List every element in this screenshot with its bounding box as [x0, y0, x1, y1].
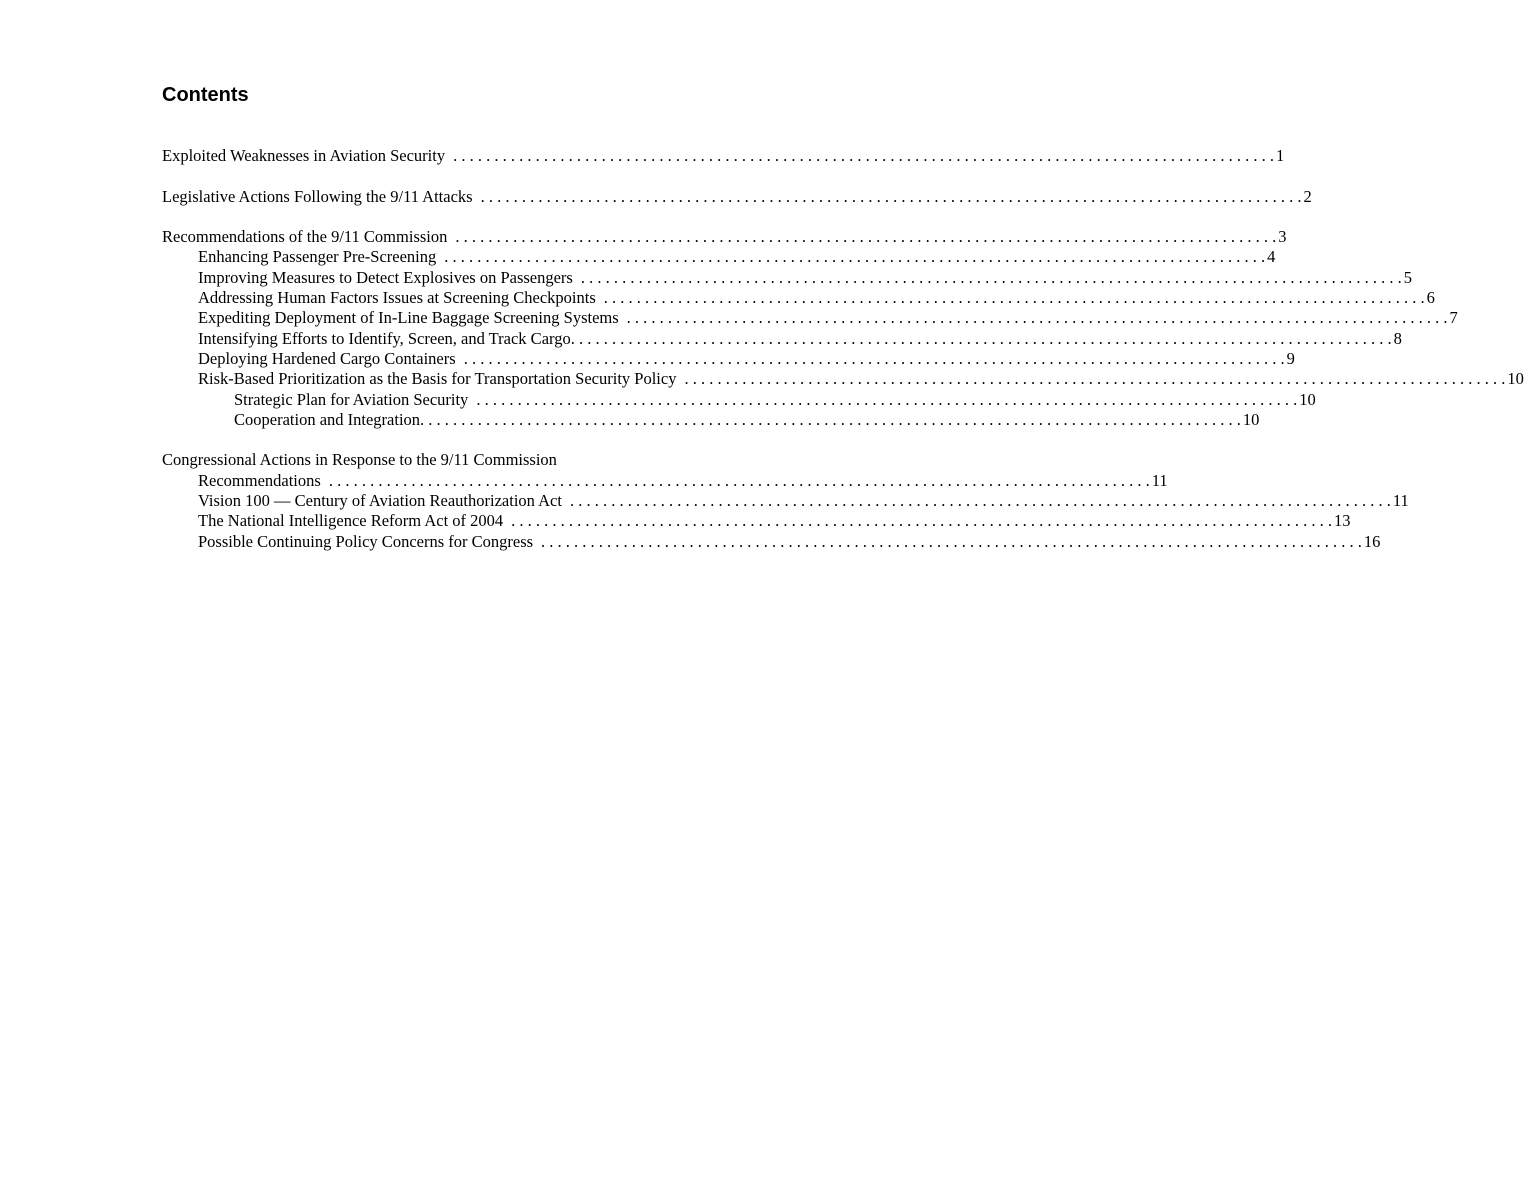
toc-entry-detect-explosives[interactable] [162, 267, 1412, 288]
toc-page-number: 7 [1449, 308, 1458, 328]
toc-page-number: 4 [1267, 247, 1276, 267]
dot-leader: . . . . . . . . . . . . . . . . . . . . . . . . . . . . . . . . . . . . . . . . . . . . . . . . . . . . . . . . . . . . . . . . . . . . . . . . . . . . . . . . . . . . . . . . . . . . . . . . . . . . [684, 369, 1506, 389]
toc-entry-label: Cooperation and Integration [234, 409, 421, 429]
dot-leader: . . . . . . . . . . . . . . . . . . . . . . . . . . . . . . . . . . . . . . . . . . . . . . . . . . . . . . . . . . . . . . . . . . . . . . . . . . . . . . . . . . . . . . . . . . . . . . . . . . . . [626, 308, 1448, 328]
toc-entry-policy-concerns[interactable] [162, 531, 1381, 552]
toc-entry-cooperation-integration[interactable] [162, 409, 1260, 430]
toc-entry-label: Expediting Deployment of In-Line Baggage Screening Systems [198, 308, 619, 328]
toc-entry-label: Recommendations of the 9/11 Commission [162, 227, 448, 247]
toc-page-number: 9 [1286, 348, 1295, 368]
toc-entry-label: Deploying Hardened Cargo Containers [198, 348, 456, 368]
toc-page-number: 16 [1363, 531, 1381, 551]
toc-page-number: 10 [1299, 389, 1316, 409]
toc-entry-label: Addressing Human Factors Issues at Screening Checkpoints [198, 288, 596, 308]
toc-entry-label: The National Intelligence Reform Act of 2004 [198, 511, 504, 531]
table-of-contents [162, 146, 1524, 552]
toc-entry-intelligence-reform-act[interactable] [162, 511, 1351, 531]
toc-page-number: 8 [1393, 328, 1402, 348]
toc-entry-hardened-cargo-containers[interactable] [162, 348, 1295, 369]
dot-leader: . . . . . . . . . . . . . . . . . . . . . . . . . . . . . . . . . . . . . . . . . . . . . . . . . . . . . . . . . . . . . . . . . . . . . . . . . . . . . . . . . . . . . . . . . . . . . . . . . . . . [511, 511, 1333, 531]
dot-leader: . . . . . . . . . . . . . . . . . . . . . . . . . . . . . . . . . . . . . . . . . . . . . . . . . . . . . . . . . . . . . . . . . . . . . . . . . . . . . . . . . . . . . . . . . . . . . . . . . . . . [603, 288, 1425, 308]
toc-entry-passenger-pre-screening[interactable] [162, 247, 1276, 267]
toc-page-number: 2 [1303, 186, 1312, 206]
toc-page-number: 5 [1403, 267, 1412, 287]
dot-leader: . . . . . . . . . . . . . . . . . . . . . . . . . . . . . . . . . . . . . . . . . . . . . . . . . . . . . . . . . . . . . . . . . . . . . . . . . . . . . . . . . . . . . . . . . . . . . . . . . . . . [444, 247, 1266, 267]
toc-entry-label: Congressional Actions in Response to the 9/11 Commission [162, 450, 557, 470]
dot-leader: . . . . . . . . . . . . . . . . . . . . . . . . . . . . . . . . . . . . . . . . . . . . . . . . . . . . . . . . . . . . . . . . . . . . . . . . . . . . . . . . . . . . . . . . . . . . . . . . . . . . [541, 531, 1362, 551]
toc-entry-label: Vision 100 — Century of Aviation Reauthorization Act [198, 491, 562, 511]
dot-leader: . . . . . . . . . . . . . . . . . . . . . . . . . . . . . . . . . . . . . . . . . . . . . . . . . . . . . . . . . . . . . . . . . . . . . . . . . . . . . . . . . . . . . . . . . . . . . . . . . . . . [476, 389, 1298, 409]
toc-page-number: 1 [1275, 146, 1285, 165]
toc-entry-label: Exploited Weaknesses in Aviation Security [162, 146, 446, 165]
dot-leader: . . . . . . . . . . . . . . . . . . . . . . . . . . . . . . . . . . . . . . . . . . . . . . . . . . . . . . . . . . . . . . . . . . . . . . . . . . . . . . . . . . . . . . . . . . . . . . . . . . . . [420, 409, 1241, 429]
toc-entry-in-line-baggage[interactable] [162, 308, 1458, 328]
toc-entry-track-cargo[interactable] [162, 328, 1402, 349]
toc-entry-label: Enhancing Passenger Pre-Screening [198, 247, 437, 267]
dot-leader: . . . . . . . . . . . . . . . . . . . . . . . . . . . . . . . . . . . . . . . . . . . . . . . . . . . . . . . . . . . . . . . . . . . . . . . . . . . . . . . . . . . . . . . . . . . . . . . . . . . . [453, 146, 1274, 165]
toc-page-number: 11 [1151, 470, 1168, 490]
toc-entry-label: Legislative Actions Following the 9/11 Attacks [162, 186, 473, 206]
toc-entry-label-continuation: Recommendations [198, 470, 321, 490]
toc-page-number: 6 [1426, 288, 1435, 308]
toc-page-number: 11 [1392, 491, 1409, 511]
toc-entry-label: Improving Measures to Detect Explosives on Passengers [198, 267, 573, 287]
dot-leader: . . . . . . . . . . . . . . . . . . . . . . . . . . . . . . . . . . . . . . . . . . . . . . . . . . . . . . . . . . . . . . . . . . . . . . . . . . . . . . . . . . . . . . . . . . . . . . . . . . . . [569, 491, 1391, 511]
dot-leader: . . . . . . . . . . . . . . . . . . . . . . . . . . . . . . . . . . . . . . . . . . . . . . . . . . . . . . . . . . . . . . . . . . . . . . . . . . . . . . . . . . . . . . . . . . . . . . . . . . . . [328, 470, 1150, 490]
toc-entry-exploited-weaknesses[interactable] [162, 146, 1285, 166]
toc-entry-label: Possible Continuing Policy Concerns for Congress [198, 531, 534, 551]
toc-entry-congressional-actions[interactable] [162, 450, 758, 470]
dot-leader: . . . . . . . . . . . . . . . . . . . . . . . . . . . . . . . . . . . . . . . . . . . . . . . . . . . . . . . . . . . . . . . . . . . . . . . . . . . . . . . . . . . . . . . . . . . . . . . . . . . . [580, 267, 1402, 287]
toc-entry-vision-100[interactable] [162, 491, 1409, 511]
toc-entry-human-factors[interactable] [162, 288, 1435, 308]
dot-leader: . . . . . . . . . . . . . . . . . . . . . . . . . . . . . . . . . . . . . . . . . . . . . . . . . . . . . . . . . . . . . . . . . . . . . . . . . . . . . . . . . . . . . . . . . . . . . . . . . . . . [455, 227, 1277, 247]
toc-page-number: 3 [1278, 227, 1287, 247]
toc-entry-recommendations[interactable] [162, 227, 1287, 247]
toc-page-number: 10 [1507, 369, 1524, 389]
dot-leader: . . . . . . . . . . . . . . . . . . . . . . . . . . . . . . . . . . . . . . . . . . . . . . . . . . . . . . . . . . . . . . . . . . . . . . . . . . . . . . . . . . . . . . . . . . . . . . . . . . . . [570, 328, 1392, 348]
toc-entry-label: Strategic Plan for Aviation Security [234, 389, 469, 409]
toc-entry-label: Risk-Based Prioritization as the Basis for Transportation Security Policy [198, 369, 677, 389]
dot-leader: . . . . . . . . . . . . . . . . . . . . . . . . . . . . . . . . . . . . . . . . . . . . . . . . . . . . . . . . . . . . . . . . . . . . . . . . . . . . . . . . . . . . . . . . . . . . . . . . . . . . [480, 186, 1302, 206]
toc-entry-strategic-plan[interactable] [162, 389, 1316, 410]
toc-entry-risk-based-prioritization[interactable] [162, 369, 1524, 389]
toc-page-number: 13 [1334, 511, 1351, 531]
toc-page-number: 10 [1242, 409, 1260, 429]
toc-entry-label: Intensifying Efforts to Identify, Screen, and Track Cargo [198, 328, 571, 348]
page-title: Contents [162, 84, 249, 106]
toc-entry-congressional-actions-continuation[interactable] [162, 470, 1168, 491]
dot-leader: . . . . . . . . . . . . . . . . . . . . . . . . . . . . . . . . . . . . . . . . . . . . . . . . . . . . . . . . . . . . . . . . . . . . . . . . . . . . . . . . . . . . . . . . . . . . . . . . . . . . [463, 348, 1285, 368]
toc-entry-legislative-actions[interactable] [162, 186, 1312, 207]
